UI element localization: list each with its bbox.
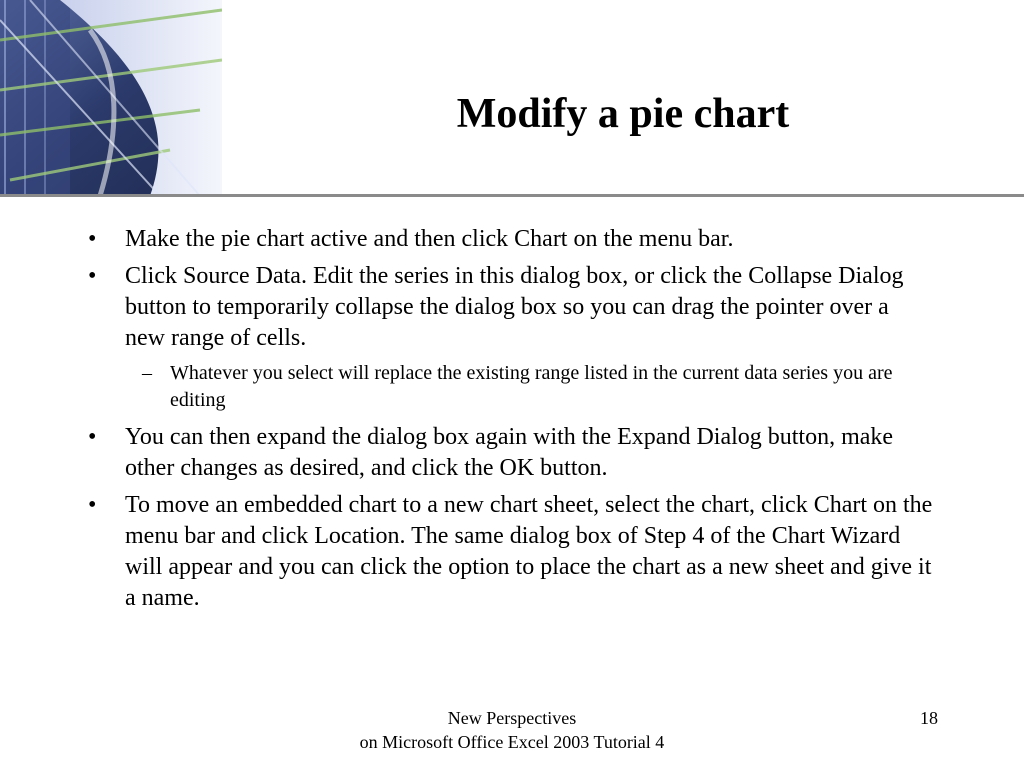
bullet-marker: • <box>88 263 97 289</box>
bullet-item <box>0 490 1024 614</box>
bullet-marker: • <box>88 226 97 252</box>
bullet-item <box>0 224 1024 255</box>
slide-content <box>0 224 1024 620</box>
slide-title: Modify a pie chart <box>456 91 790 137</box>
bullet-item <box>0 422 1024 484</box>
sub-bullet-text: Whatever you select will replace the existing range listed in the current data series you are editing <box>170 362 893 411</box>
bullet-text: To move an embedded chart to a new chart sheet, select the chart, click Chart on the menu bar and click Location. The same dialog box of Step 4 of the Chart Wizard will appear and you can click the option to place the chart as a new sheet and give it a name. <box>125 492 933 611</box>
header-decorative-image <box>0 0 222 196</box>
bullet-list <box>0 224 1024 614</box>
sub-bullet-marker: – <box>142 362 152 384</box>
sub-bullet-item <box>0 360 1024 414</box>
bullet-marker: • <box>88 492 97 518</box>
footer-text <box>312 706 712 754</box>
page-number: 18 <box>920 708 938 728</box>
bullet-item <box>0 261 1024 354</box>
bullet-text: Make the pie chart active and then click Chart on the menu bar. <box>125 226 734 252</box>
bullet-marker: • <box>88 424 97 450</box>
footer-line-1: New Perspectives <box>447 708 577 728</box>
architecture-photo-graphic <box>0 0 222 196</box>
footer-line-2: on Microsoft Office Excel 2003 Tutorial 4 <box>359 732 665 752</box>
header-divider <box>0 194 1024 197</box>
bullet-text: Click Source Data. Edit the series in this dialog box, or click the Collapse Dialog button to temporarily collapse the dialog box so you can drag the pointer over a new range of cells. <box>125 263 904 351</box>
bullet-text: You can then expand the dialog box again with the Expand Dialog button, make other changes as desired, and click the OK button. <box>125 424 894 481</box>
